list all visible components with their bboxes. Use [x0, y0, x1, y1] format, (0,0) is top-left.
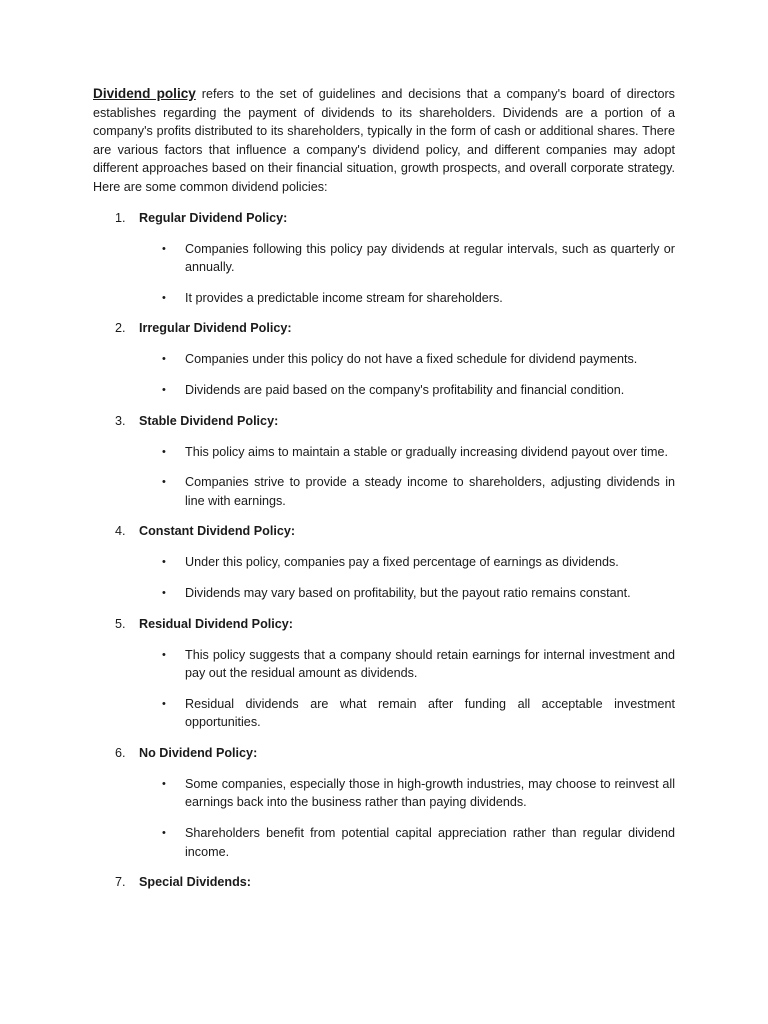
policy-number: 5.: [115, 616, 126, 631]
policy-item-special: [93, 873, 675, 892]
policy-bullets: [93, 443, 675, 511]
bullet-icon: •: [162, 242, 166, 255]
bullet-text: Dividends are paid based on the company's profitability and financial condition.: [185, 382, 625, 397]
policy-item-residual: [93, 615, 675, 732]
policy-item-no-dividend: [93, 744, 675, 861]
policy-item-irregular: [93, 319, 675, 399]
bullet-item: [93, 240, 675, 277]
bullet-icon: •: [162, 827, 166, 840]
policy-title: Residual Dividend Policy:: [139, 616, 293, 631]
bullet-icon: •: [162, 648, 166, 661]
bullet-text: Residual dividends are what remain after funding all acceptable investment opportunities.: [185, 696, 675, 730]
bullet-text: Some companies, especially those in high-growth industries, may choose to reinvest all earnings back into the business rather than paying dividends.: [185, 776, 675, 810]
bullet-icon: •: [162, 697, 166, 710]
bullet-item: [93, 775, 675, 812]
bullet-icon: •: [162, 777, 166, 790]
bullet-icon: •: [162, 291, 166, 304]
policy-heading: [93, 522, 675, 541]
bullet-icon: •: [162, 383, 166, 396]
policy-heading: [93, 873, 675, 892]
bullet-item: [93, 443, 675, 462]
bullet-text: Dividends may vary based on profitability, but the payout ratio remains constant.: [185, 585, 631, 600]
bullet-item: [93, 289, 675, 308]
dividend-policy-term: Dividend policy: [93, 86, 196, 101]
bullet-icon: •: [162, 586, 166, 599]
policy-bullets: [93, 553, 675, 602]
policy-item-stable: [93, 412, 675, 511]
bullet-icon: •: [162, 476, 166, 489]
bullet-item: [93, 473, 675, 510]
policy-bullets: [93, 240, 675, 308]
bullet-text: Under this policy, companies pay a fixed percentage of earnings as dividends.: [185, 555, 619, 570]
intro-text: refers to the set of guidelines and decisions that a company's board of directors establishes regarding the payment of dividends to its shareholders. Dividends are a portion of a company's profits distributed to its shareholders, typically in the form of cash or additional shares. There are various factors that influence a company's dividend policy, and different companies may adopt different approaches based on their financial situation, growth prospects, and overall corporate strategy. Here are some common dividend policies:: [93, 87, 675, 194]
policy-bullets: [93, 350, 675, 399]
bullet-item: [93, 553, 675, 572]
policy-number: 6.: [115, 745, 126, 760]
policy-title: Special Dividends:: [139, 875, 251, 890]
bullet-text: It provides a predictable income stream for shareholders.: [185, 290, 503, 305]
policy-title: Constant Dividend Policy:: [139, 524, 296, 539]
document-page: [93, 85, 675, 892]
policy-heading: [93, 744, 675, 763]
policy-number: 4.: [115, 524, 126, 539]
bullet-text: Companies following this policy pay dividends at regular intervals, such as quarterly or annually.: [185, 241, 675, 275]
policy-title: Stable Dividend Policy:: [139, 413, 279, 428]
policy-item-regular: [93, 209, 675, 308]
bullet-text: This policy suggests that a company should retain earnings for internal investment and pay out the residual amount as dividends.: [185, 647, 675, 681]
policy-title: Regular Dividend Policy:: [139, 210, 288, 225]
bullet-item: [93, 824, 675, 861]
bullet-item: [93, 695, 675, 732]
bullet-text: Shareholders benefit from potential capital appreciation rather than regular dividend income.: [185, 826, 675, 859]
policy-item-constant: [93, 522, 675, 602]
policy-number: 1.: [115, 210, 126, 225]
bullet-item: [93, 646, 675, 683]
bullet-text: Companies strive to provide a steady income to shareholders, adjusting dividends in line with earnings.: [185, 475, 675, 508]
intro-paragraph: [93, 85, 675, 197]
policy-bullets: [93, 775, 675, 861]
bullet-text: Companies under this policy do not have a fixed schedule for dividend payments.: [185, 352, 638, 367]
policy-title: Irregular Dividend Policy:: [139, 321, 292, 336]
policy-heading: [93, 209, 675, 228]
policy-heading: [93, 319, 675, 338]
policy-number: 7.: [115, 875, 126, 890]
policy-number: 2.: [115, 321, 126, 336]
dividend-policy-list: [93, 209, 675, 893]
bullet-icon: •: [162, 445, 166, 458]
policy-bullets: [93, 646, 675, 732]
policy-title: No Dividend Policy:: [139, 745, 258, 760]
policy-heading: [93, 615, 675, 634]
bullet-icon: •: [162, 353, 166, 366]
bullet-text: This policy aims to maintain a stable or gradually increasing dividend payout over time.: [185, 444, 669, 459]
policy-number: 3.: [115, 413, 126, 428]
policy-heading: [93, 412, 675, 431]
bullet-icon: •: [162, 556, 166, 569]
bullet-item: [93, 584, 675, 603]
bullet-item: [93, 381, 675, 400]
bullet-item: [93, 350, 675, 369]
